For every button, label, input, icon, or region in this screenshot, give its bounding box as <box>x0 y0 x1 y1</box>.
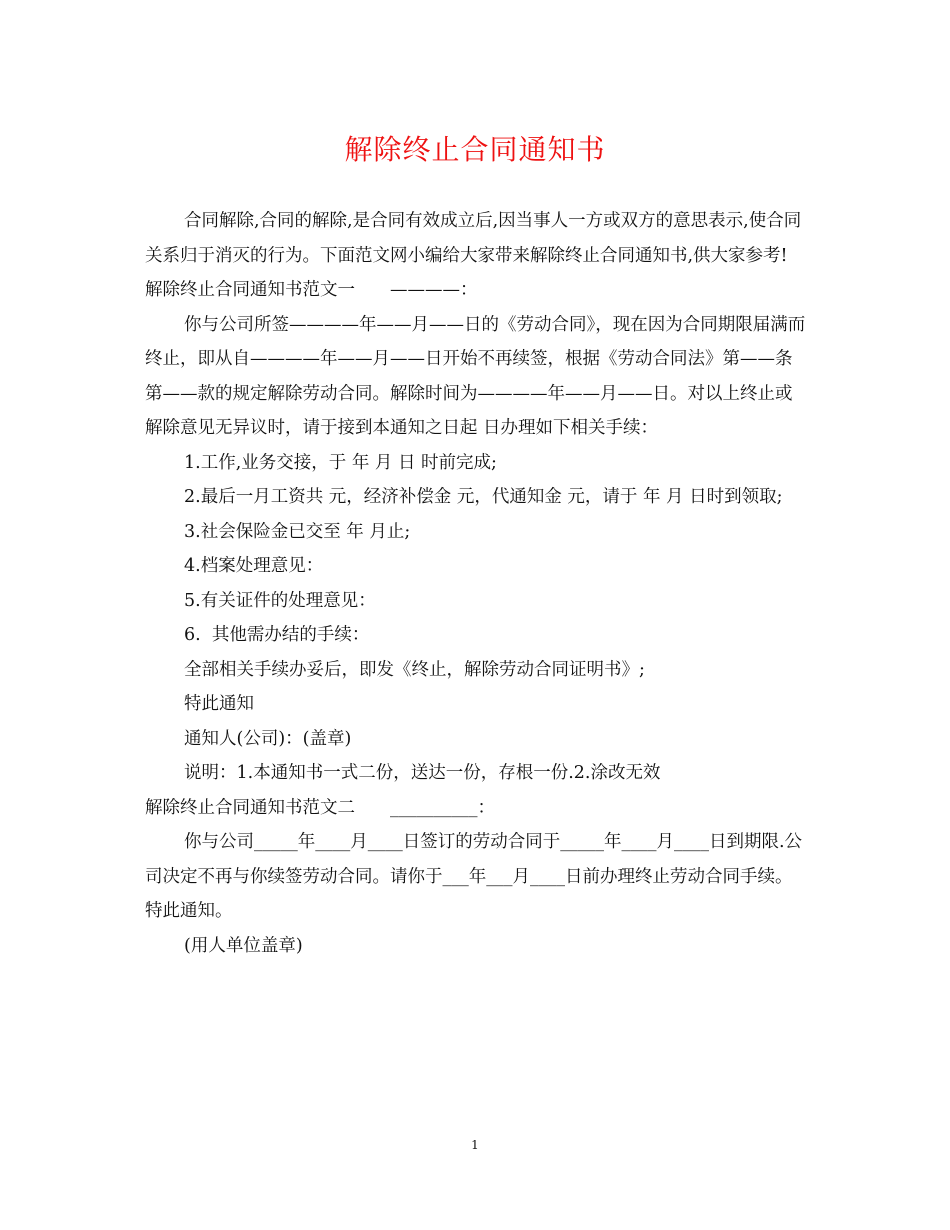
sample1-item-6: 6. 其他需办结的手续： <box>184 625 370 645</box>
sample1-item-4: 4.档案处理意见： <box>184 556 324 576</box>
sample1-item-1: 1.工作,业务交接，于 年 月 日 时前完成; <box>184 452 497 473</box>
sample1-after: 全部相关手续办妥后，即发《终止，解除劳动合同证明书》; <box>184 659 645 680</box>
page-number: 1 <box>471 1138 479 1152</box>
intro-paragraph: 合同解除,合同的解除,是合同有效成立后,因当事人一方或双方的意思表示,使合同关系归于消灭的行为。下面范文网小编给大家带来解除终止合同通知书,供大家参考! <box>145 211 802 266</box>
sample2-paragraph: 你与公司_____年____月____日签订的劳动合同于_____年____月____日到期限.公司决定不再与你续签劳动合同。请你于___年___月____日前办理终止劳动合同手续。 特此通知。 <box>145 832 803 921</box>
sample1-note: 说明：1.本通知书一式二份，送达一份，存根一份.2.涂改无效 <box>184 763 661 783</box>
sample2-heading: 解除终止合同通知书范文二 __________： <box>145 797 495 818</box>
sample1-notifier: 通知人(公司)：(盖章) <box>184 728 352 749</box>
sample1-item-3: 3.社会保险金已交至 年 月止; <box>184 521 411 542</box>
sample1-heading: 解除终止合同通知书范文一 ————： <box>145 280 478 300</box>
document-title: 解除终止合同通知书 <box>344 133 606 166</box>
sample1-paragraph: 你与公司所签————年——月——日的《劳动合同》，现在因为合同期限届满而终止，即从自————年——月——日开始不再续签，根据《劳动合同法》第——条第——款的规定解除劳动合同。解除时间为————年——月——日。对以上终止或解除意见无异议时，请于接到本通知之日起 日办理如下相关手续： <box>145 314 806 438</box>
sample1-item-5: 5.有关证件的处理意见： <box>184 590 376 611</box>
sample1-notice: 特此通知 <box>184 694 254 714</box>
sample1-item-2: 2.最后一月工资共 元，经济补偿金 元，代通知金 元，请于 年 月 日时到领取; <box>184 487 783 507</box>
sample2-stamp: (用人单位盖章) <box>184 935 303 956</box>
document-body <box>145 204 807 963</box>
